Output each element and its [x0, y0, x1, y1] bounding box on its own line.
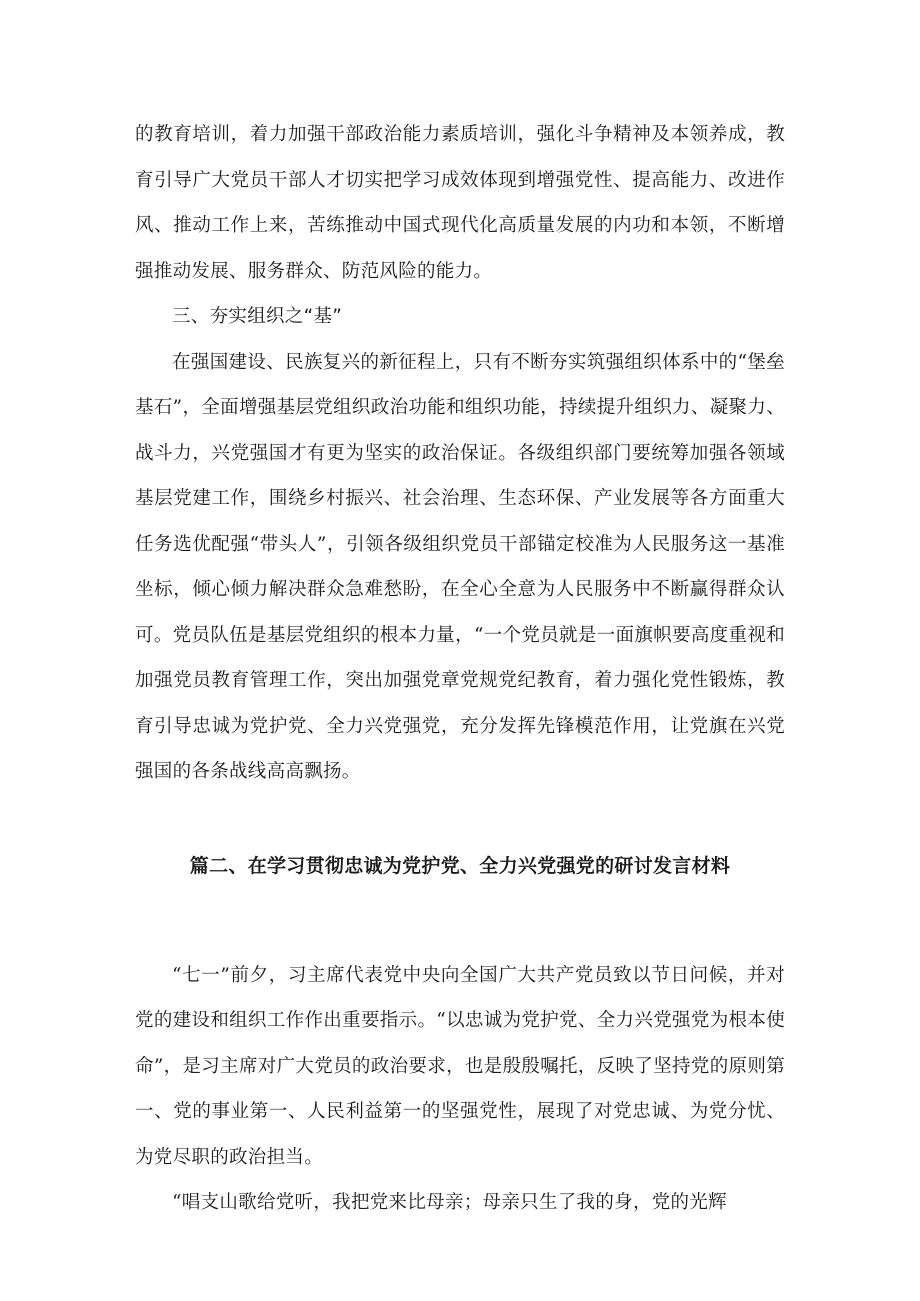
paragraph-section-3: 在强国建设、民族复兴的新征程上，只有不断夯实筑强组织体系中的“堡垒基石”，全面增强基层党组织政治功能和组织功能，持续提升组织力、凝聚力、战斗力，兴党强国才有更为坚实的政治保证。各级组织部门要统筹加强各领域基层党建工作，围绕乡村振兴、社会治理、生态环保、产业发展等各方面重大任务选优配强“带头人”，引领各级组织党员干部锚定校准为人民服务这一基准坐标，倾心倾力解决群众急难愁盼，在全心全意为人民服务中不断赢得群众认可。党员队伍是基层党组织的根本力量，“一个党员就是一面旗帜要高度重视和加强党员教育管理工作，突出加强党章党规党纪教育，着力强化党性锻炼，教育引导忠诚为党护党、全力兴党强党，充分发挥先锋模范作用，让党旗在兴党强国的各条战线高高飘扬。	[135, 351, 785, 782]
article-title: 篇二、在学习贯彻忠诚为党护党、全力兴党强党的研讨发言材料	[189, 854, 731, 877]
paragraph-continued: 的教育培训，着力加强干部政治能力素质培训，强化斗争精神及本领养成，教育引导广大党员干部人才切实把学习成效体现到增强党性、提高能力、改进作风、推动工作上来，苦练推动中国式现代化高质量发展的内功和本领，不断增强推动发展、服务群众、防范风险的能力。	[135, 124, 785, 282]
document-page	[135, 112, 785, 1226]
paragraph-article-2-second: “唱支山歌给党听，我把党来比母亲；母亲只生了我的身，党的光辉	[172, 1192, 727, 1213]
section-heading: 三、夯实组织之“基”	[172, 306, 343, 327]
paragraph-article-2-first: “七一”前夕，习主席代表党中央向全国广大共产党员致以节日问候，并对党的建设和组织工作作出重要指示。“以忠诚为党护党、全力兴党强党为根本使命”，是习主席对广大党员的政治要求，也是殷殷嘱托，反映了坚持党的原则第一、党的事业第一、人民利益第一的坚强党性，展现了对党忠诚、为党分忧、为党尽职的政治担当。	[135, 964, 785, 1168]
